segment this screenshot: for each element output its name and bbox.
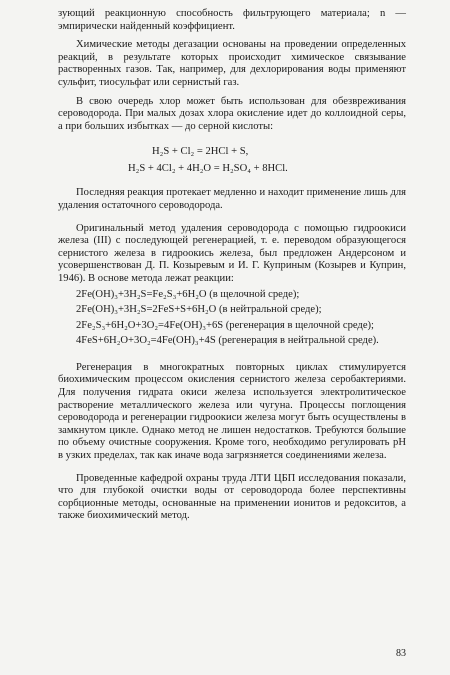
- equation-block: [58, 143, 406, 177]
- reaction-regeneration-alkaline: 2Fe₂S₃+6H₂O+3O₂=4Fe(OH)₃+6S (регенерация в щелочной среде);: [76, 319, 374, 331]
- page-number: 83: [396, 648, 406, 660]
- reaction-alkaline: 2Fe(OH)₃+3H₂S=Fe₂S₃+6H₂O (в щелочной среде);: [76, 288, 300, 300]
- reaction-regeneration-neutral: 4FeS+6H₂O+3O₂=4Fe(OH)₃+4S (регенерация в нейтральной среде).: [76, 335, 379, 347]
- paragraph-continuation: зующий реакционную способность фильтрующего материала; n — эмпирически найденный коэффициент.: [58, 8, 406, 32]
- paragraph-research: Проведенные кафедрой охраны труда ЛТИ ЦБП исследования показали, что для глубокой очистки воды от сероводорода более перспективны сорбционные методы, основанные на применении ионитов и редокситов, а также биохимический метод.: [58, 472, 406, 522]
- paragraph-iron-hydroxide-method: Оригинальный метод удаления сероводорода с помощью гидроокиси железа (III) с последующей регенерацией, т. е. переводом образующегося сернистого железа в гидроокись железа, был предложен Андерсоном и усовершенствован Д. П. Козыревым и И. Г. Куприным (Козырев и Куприн, 1946). В основе метода лежат реакции:: [58, 222, 406, 284]
- equation-colloidal-sulfur: H₂S + Cl₂ = 2HCl + S,: [152, 146, 249, 158]
- paragraph-chlorine: В свою очередь хлор может быть использован для обезвреживания сероводорода. При малых дозах хлора окисление идет до коллоидной серы, а при больших избытках — до серной кислоты:: [58, 95, 406, 132]
- paragraph-chemical-methods: Химические методы дегазации основаны на проведении определенных реакций, в результате которых происходит химическое связывание растворенных газов. Так, например, для дехлорирования воды применяют сульфит, тиосульфат или сернистый газ.: [58, 39, 406, 88]
- reaction-neutral: 2Fe(OH)₃+3H₂S=2FeS+S+6H₂O (в нейтральной среде);: [76, 304, 322, 316]
- paragraph-last-reaction: Последняя реакция протекает медленно и находит применение лишь для удаления остаточного сероводорода.: [58, 187, 406, 211]
- equation-sulfuric-acid: H₂S + 4Cl₂ + 4H₂O = H₂SO₄ + 8HCl.: [128, 163, 288, 175]
- paragraph-regeneration: Регенерация в многократных повторных циклах стимулируется биохимическим процессом окисления сернистого железа серобактериями. Для получения гидрата окиси железа используется электролитическое растворение металлического железа или чугуна. Процессы поглощения сероводорода и регенерации гидроокиси железа могут быть осуществлены в замкнутом цикле. Однако метод не лишен недостатков. Требуются большие по объему очистные сооружения. Кроме того, необходимо регулировать pH в узких пределах, так как иначе вода загрязняется соединениями железа.: [58, 361, 406, 462]
